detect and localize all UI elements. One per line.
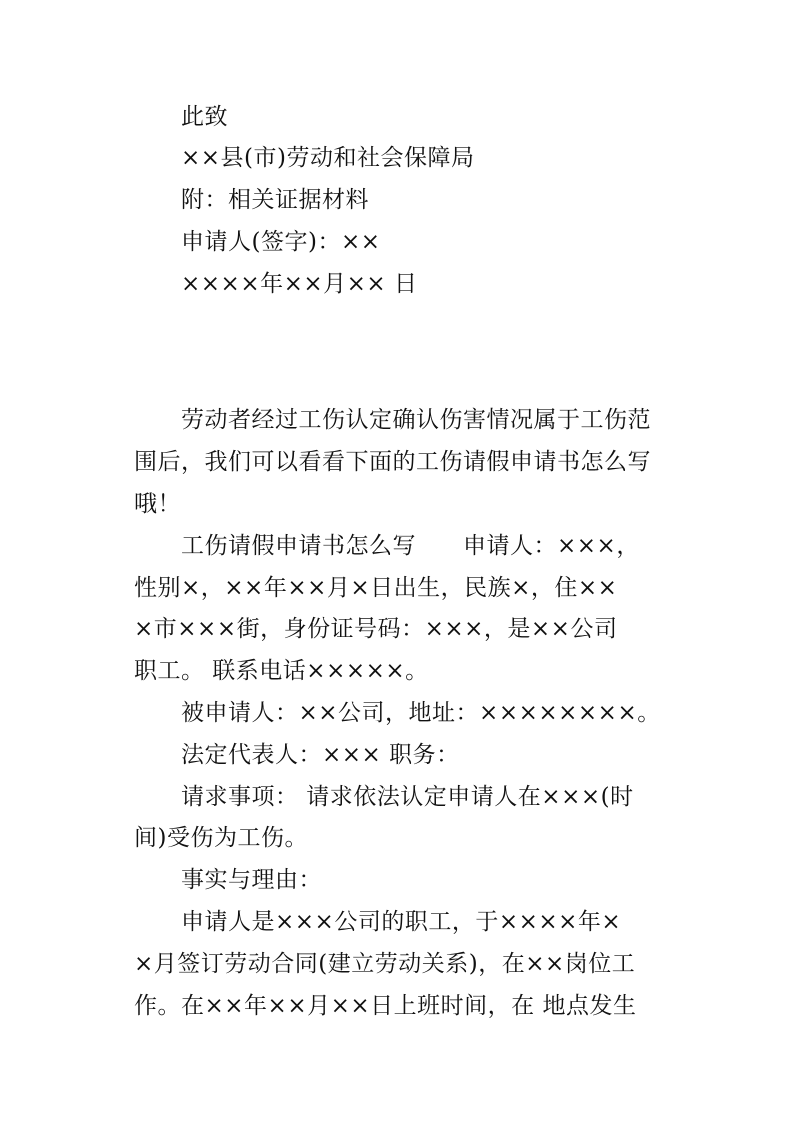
attachment-note: 附：相关证据材料 <box>181 187 369 213</box>
applicant-line: ×市×××街，身份证号码：×××，是××公司 <box>134 616 618 642</box>
applicant-line: 性别×，××年××月×日出生，民族×，住×× <box>134 575 618 601</box>
applicant-line: 职工。 联系电话×××××。 <box>134 658 429 684</box>
request-line: 请求事项： 请求依法认定申请人在×××(时 <box>181 784 634 810</box>
salutation: 此致 <box>181 104 228 130</box>
facts-line: ×月签订劳动合同(建立劳动关系)，在××岗位工 <box>134 951 636 977</box>
intro-line: 劳动者经过工伤认定确认伤害情况属于工伤范 <box>181 407 651 433</box>
intro-line: 围后，我们可以看看下面的工伤请假申请书怎么写 <box>134 449 651 475</box>
facts-line: 申请人是×××公司的职工，于××××年× <box>181 909 622 935</box>
legal-representative: 法定代表人：××× 职务： <box>181 742 460 768</box>
facts-heading: 事实与理由： <box>181 867 322 893</box>
signature-line: 申请人(签字)：×× <box>181 229 381 255</box>
respondent-paragraph: 被申请人：××公司，地址：××××××××。 <box>181 700 661 726</box>
facts-line: 作。在××年××月××日上班时间，在 地点发生 <box>134 993 637 1019</box>
date-line: ××××年××月×× 日 <box>181 271 418 297</box>
recipient: ××县(市)劳动和社会保障局 <box>181 145 475 171</box>
request-line: 间)受伤为工伤。 <box>134 825 308 851</box>
intro-line: 哦！ <box>134 491 181 517</box>
applicant-line: 工伤请假申请书怎么写 申请人：×××， <box>181 533 640 559</box>
